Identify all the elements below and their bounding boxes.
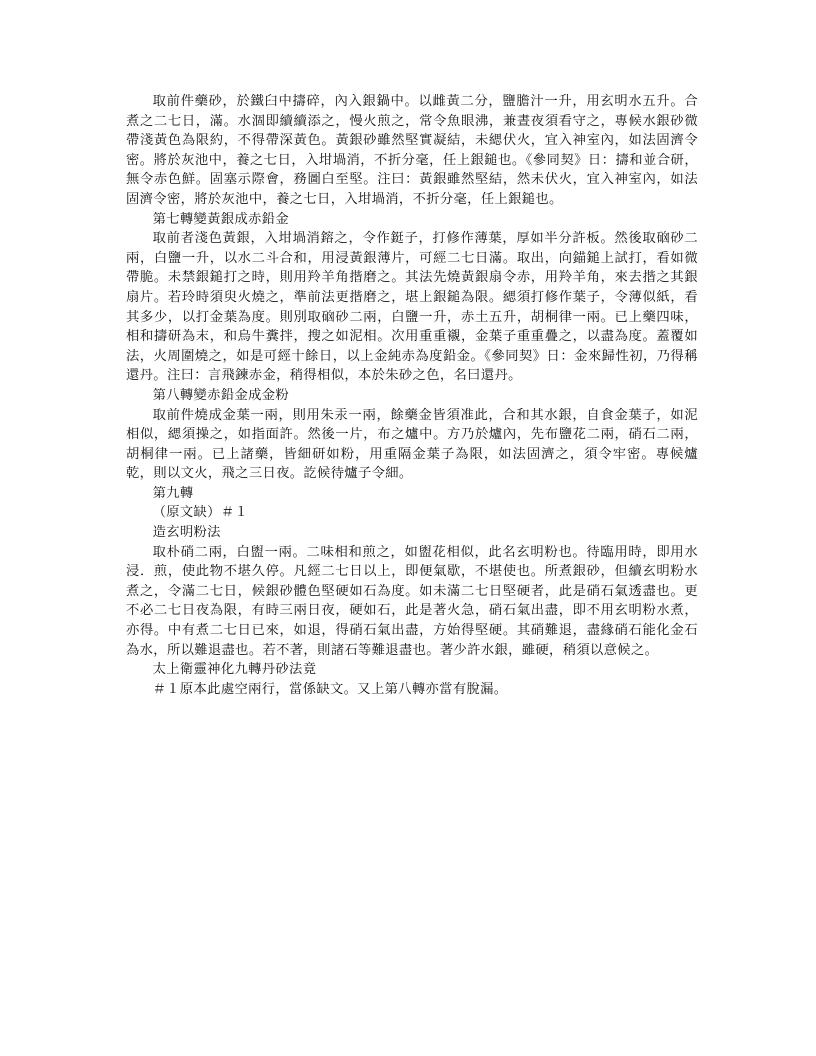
section-heading-seventh-turn: 第七轉變黃銀成赤鉛金 xyxy=(152,211,290,227)
section-heading-xuanming-powder: 造玄明粉法 xyxy=(152,525,221,541)
missing-text-note: （原文缺）＃１ xyxy=(152,505,249,521)
body-paragraph: 取前件燒成金葉一兩，則用朱汞一兩，餘藥金皆須准此，合和其水銀，自食金葉子，如泥相似，緦須操之，如指面許。然後一片，布之爐中。方乃於爐內，先布鹽花二兩，硝石二兩，胡桐律一兩。已上諸藥，皆細研如粉，用重隔金葉子為限，如法固濟之，須令牢密。專候爐乾，則以文火，飛之三日夜。訖候待爐子令細。 xyxy=(126,407,698,482)
body-paragraph: 取朴硝二兩，白盥一兩。二味相和煎之，如盥花相似，此名玄明粉也。待臨用時，即用水浸．煎，使此物不堪久停。凡經二七日以上，即便氣歇，不堪使也。所煮銀砂，但續玄明粉水煮之，令滿二七日，候銀砂體色堅硬如石為度。如未滿二七日堅硬者，此是硝石氣透盡也。更不必二七日夜為限，有時三兩日夜，硬如石，此是著火急，硝石氣出盡，即不用玄明粉水煮，亦得。中有煮二七日已來，如退，得硝石氣出盡，方始得堅硬。其硝難退，盡緣硝石能化金石為水，所以難退盡也。若不著，則諸石等難退盡也。著少許水銀，雖硬，稍須以意候之。 xyxy=(126,544,698,658)
closing-title: 太上衛靈神化九轉丹砂法竟 xyxy=(152,662,317,678)
footnote: ＃１原本此處空兩行，當係缺文。又上第八轉亦當有脫漏。 xyxy=(152,681,508,697)
document-page xyxy=(126,92,698,699)
section-heading-eighth-turn: 第八轉變赤鉛金成金粉 xyxy=(152,387,290,403)
body-paragraph: 取前者淺色黃銀，入坩堝消鎔之，令作鋌子，打修作薄葉，厚如半分許板。然後取硇砂二兩，白鹽一升，以水二斗合和，用浸黃銀薄片，可經二七日滿。取出，向錨鎚上試打，看如微帶脆。未禁銀鎚打之時，則用羚羊角揩磨之。其法先燒黃銀扇令赤，用羚羊角，來去揩之其銀扇片。若玲時須臾火燒之，準前法更揩磨之，堪上銀鎚為限。緦須打修作葉子，令薄似紙，看其多少，以打金葉為度。則別取硇砂二兩，白鹽一升，赤土五升，胡桐律一兩。已上藥四味，相和擣研為末，和烏牛糞拌，搜之如泥相。次用重重襯，金葉子重重疊之，以盡為度。蓋覆如法，火周圍燒之，如是可經十餘日，以上金純赤為度鉛金。《參同契》日：金來歸性初，乃得稱還丹。注曰：言飛鍊赤金，稍得相似，本於朱砂之色，名曰還丹。 xyxy=(126,231,698,384)
body-paragraph: 取前件藥砂，於鐵臼中擣碎，內入銀鍋中。以雌黃二分，鹽膽汁一升，用玄明水五升。合煮之二七日，滿。水涸即續續添之，慢火煎之，常令魚眼沸，兼晝夜須看守之，專候水銀砂微帶淺黃色為限約，不得帶深黃色。黃銀砂雖然堅實凝結，未緦伏火，宜入神室內，如法固濟令密。將於灰池中，養之七日，入坩堝消，不折分毫，任上銀鎚也。《參同契》日：擣和並合研，無令赤色鮮。固塞示際會，務圖白至堅。注曰：黃銀雖然堅結，然未伏火，宜入神室內，如法固濟令密，將於灰池中，養之七日，入坩堝消，不折分毫，任上銀鎚也。 xyxy=(126,94,698,207)
section-heading-ninth-turn: 第九轉 xyxy=(152,485,194,501)
